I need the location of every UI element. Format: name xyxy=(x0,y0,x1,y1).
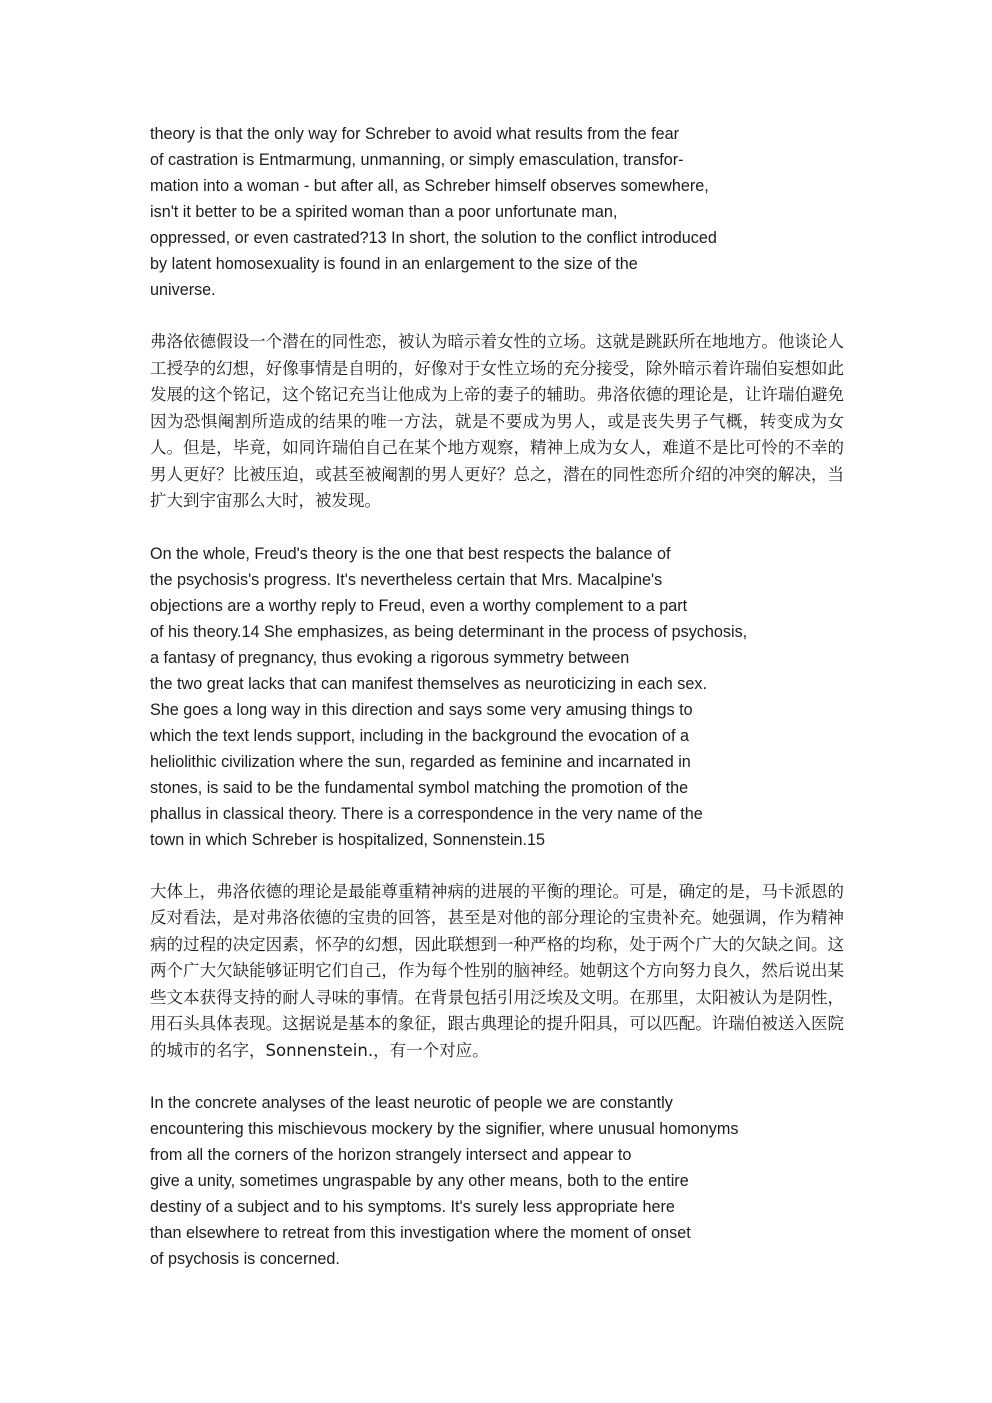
text-line: She goes a long way in this direction and says some very amusing things to xyxy=(150,700,693,719)
text-line: isn't it better to be a spirited woman than a poor unfortunate man, xyxy=(150,203,618,221)
text-line: In the concrete analyses of the least neurotic of people we are constantly xyxy=(150,1094,673,1112)
paragraph-spacer xyxy=(150,303,850,329)
text-line: encountering this mischievous mockery by the signifier, where unusual homonyms xyxy=(150,1120,739,1138)
text-line: stones, is said to be the fundamental symbol matching the promotion of the xyxy=(150,778,689,797)
text-line: objections are a worthy reply to Freud, even a worthy complement to a part xyxy=(150,596,688,615)
text-line: a fantasy of pregnancy, thus evoking a rigorous symmetry between xyxy=(150,648,630,667)
text-line: On the whole, Freud's theory is the one that best respects the balance of xyxy=(150,544,671,563)
text-line: give a unity, sometimes ungraspable by any other means, both to the entire xyxy=(150,1172,689,1190)
text-line: of his theory.14 She emphasizes, as being determinant in the process of psychosis, xyxy=(150,622,748,641)
paragraph-spacer xyxy=(150,853,850,879)
paragraph-english-2 xyxy=(150,541,850,853)
text-line: of psychosis is concerned. xyxy=(150,1250,340,1268)
text-line: heliolithic civilization where the sun, regarded as feminine and incarnated in xyxy=(150,752,691,771)
text-line: than elsewhere to retreat from this investigation where the moment of onset xyxy=(150,1224,691,1242)
text-line: destiny of a subject and to his symptoms. It's surely less appropriate here xyxy=(150,1198,675,1216)
text-line: the psychosis's progress. It's nevertheless certain that Mrs. Macalpine's xyxy=(150,570,663,589)
text-line: of castration is Entmarmung, unmanning, or simply emasculation, transfor- xyxy=(150,151,684,169)
paragraph-chinese-1: 弗洛依德假设一个潜在的同性恋，被认为暗示着女性的立场。这就是跳跃所在地地方。他谈论人工授孕的幻想，好像事情是自明的，好像对于女性立场的充分接受，除外暗示着许瑞伯妄想如此发展的这个铭记，这个铭记充当让他成为上帝的妻子的辅助。弗洛依德的理论是，让许瑞伯避免因为恐惧阉割所造成的结果的唯一方法，就是不要成为男人，或是丧失男子气概，转变成为女人。但是，毕竟，如同许瑞伯自己在某个地方观察，精神上成为女人，难道不是比可怜的不幸的男人更好？比被压迫，或甚至被阉割的男人更好？总之，潜在的同性恋所介绍的冲突的解决，当扩大到宇宙那么大时，被发现。 xyxy=(150,332,844,510)
text-line: phallus in classical theory. There is a correspondence in the very name of the xyxy=(150,804,703,823)
text-line: from all the corners of the horizon strangely intersect and appear to xyxy=(150,1146,632,1164)
paragraph-chinese-2: 大体上，弗洛依德的理论是最能尊重精神病的进展的平衡的理论。可是，确定的是，马卡派恩的反对看法，是对弗洛依德的宝贵的回答，甚至是对他的部分理论的宝贵补充。她强调，作为精神病的过程的决定因素，怀孕的幻想，因此联想到一种严格的均称，处于两个广大的欠缺之间。这两个广大欠缺能够证明它们自己，作为每个性别的脑神经。她朝这个方向努力良久，然后说出某些文本获得支持的耐人寻味的事情。在背景包括引用泛埃及文明。在那里，太阳被认为是阴性，用石头具体表现。这据说是基本的象征，跟古典理论的提升阳具，可以匹配。许瑞伯被送入医院的城市的名字，Sonnenstein.，有一个对应。 xyxy=(150,881,844,1060)
text-line: theory is that the only way for Schreber to avoid what results from the fear xyxy=(150,125,680,143)
text-line: town in which Schreber is hospitalized, Sonnenstein.15 xyxy=(150,830,546,849)
text-line: oppressed, or even castrated?13 In short, the solution to the conflict introduced xyxy=(150,229,717,247)
text-line: universe. xyxy=(150,281,216,299)
paragraph-english-3 xyxy=(150,1090,850,1272)
text-line: which the text lends support, including in the background the evocation of a xyxy=(150,726,690,745)
text-line: by latent homosexuality is found in an enlargement to the size of the xyxy=(150,255,638,273)
document-page xyxy=(150,121,850,1272)
paragraph-spacer xyxy=(150,515,850,541)
paragraph-spacer xyxy=(150,1064,850,1090)
text-line: the two great lacks that can manifest themselves as neuroticizing in each sex. xyxy=(150,674,707,693)
text-line: mation into a woman - but after all, as Schreber himself observes somewhere, xyxy=(150,177,709,195)
paragraph-english-1 xyxy=(150,121,850,303)
